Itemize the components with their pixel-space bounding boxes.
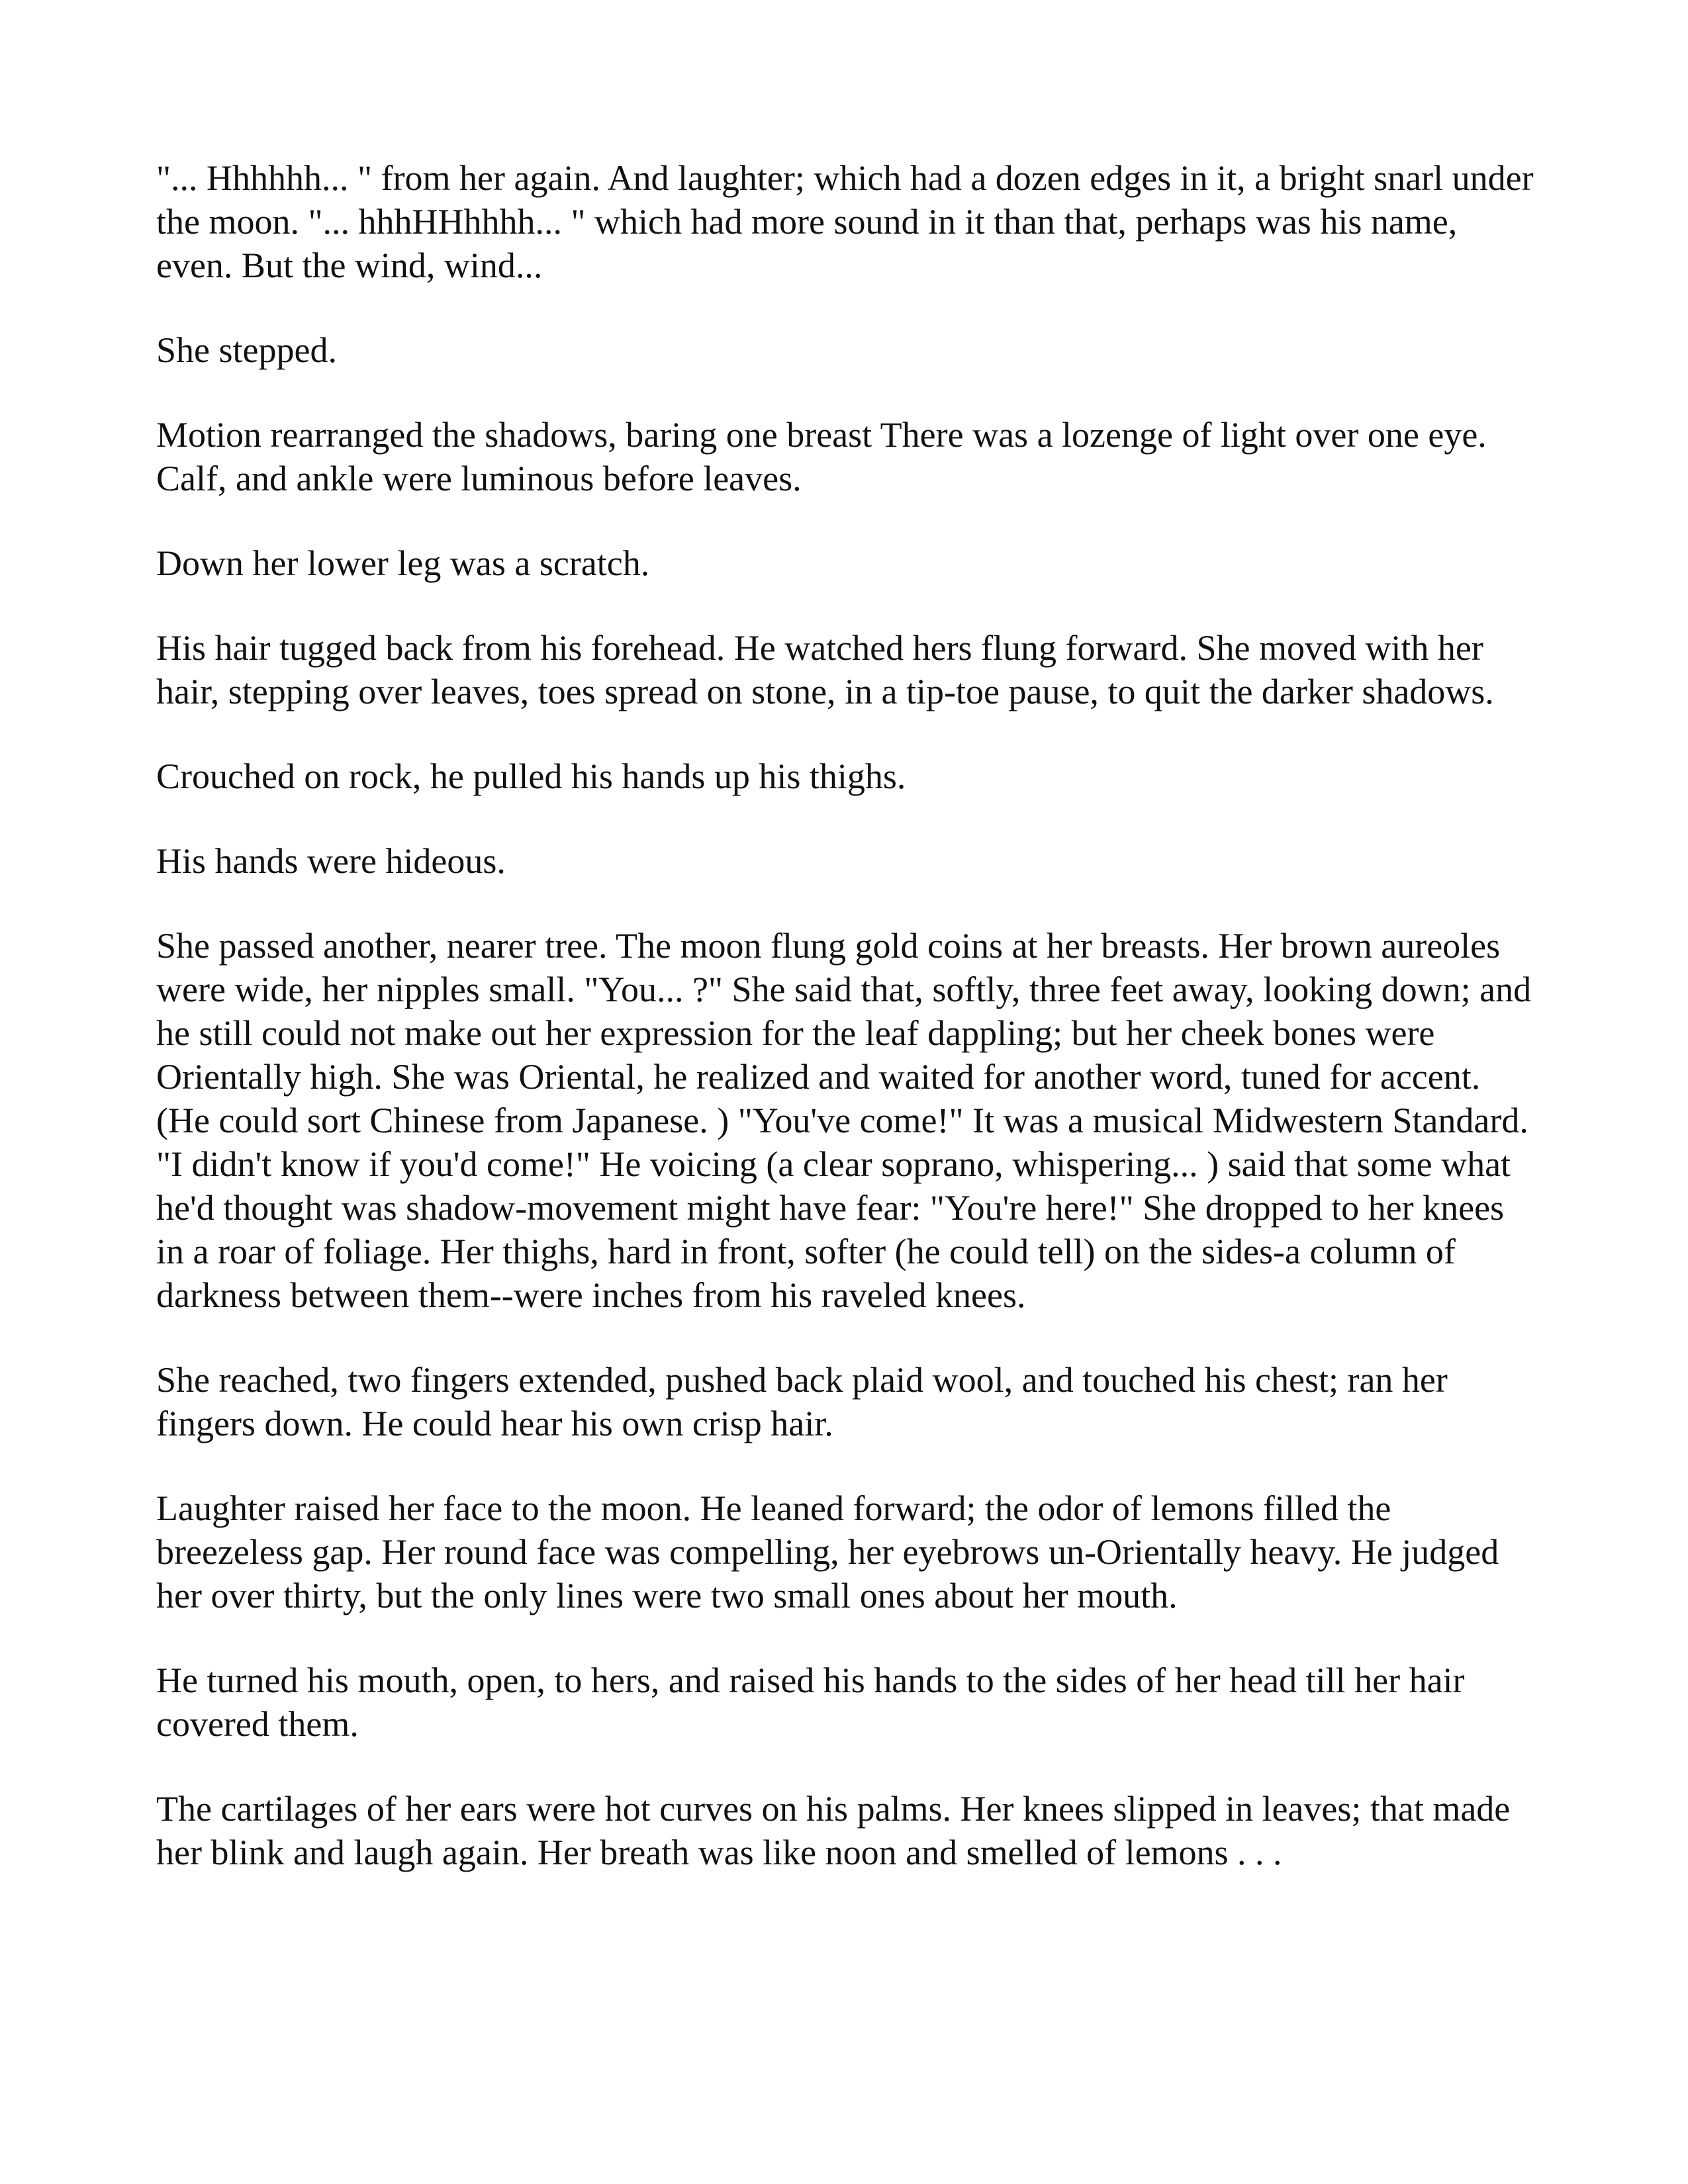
paragraph-2: She stepped. <box>156 330 337 370</box>
paragraph-11: He turned his mouth, open, to hers, and raised his hands to the sides of her head till her hair covered them. <box>156 1661 1465 1744</box>
paragraph-5: His hair tugged back from his forehead. He watched hers flung forward. She moved with her hair, stepping over leaves, toes spread on stone, in a tip-toe pause, to quit the darker shadows. <box>156 628 1494 711</box>
paragraph-10: Laughter raised her face to the moon. He leaned forward; the odor of lemons filled the breezeless gap. Her round face was compelling, her eyebrows un-Orientally heavy. He judged her over thirty, but the only lines were two small ones about her mouth. <box>156 1488 1499 1615</box>
paragraph-8: She passed another, nearer tree. The moon flung gold coins at her breasts. Her brown aureoles were wide, her nipples small. "You... ?" She said that, softly, three feet away, looking down; and he still could not make out her expression for the leaf dappling; but her cheek bones were Orientally high. She was Oriental, he realized and waited for another word, tuned for accent. (He could sort Chinese from Japanese. ) "You've come!" It was a musical Midwestern Standard. "I didn't know if you'd come!" He voicing (a clear soprano, whispering... ) said that some what he'd thought was shadow-movement might have fear: "You're here!" She dropped to her knees in a roar of foliage. Her thighs, hard in front, softer (he could tell) on the sides-a column of darkness between them--were inches from his raveled knees. <box>156 926 1532 1315</box>
paragraph-4: Down her lower leg was a scratch. <box>156 543 650 583</box>
paragraph-9: She reached, two fingers extended, pushed back plaid wool, and touched his chest; ran her fingers down. He could hear his own crisp hair. <box>156 1360 1448 1443</box>
paragraph-1: "... Hhhhhh... " from her again. And laughter; which had a dozen edges in it, a bright snarl under the moon. "... hhhHHhhhh... " which had more sound in it than that, perhaps was his name, even. But the wind, wind... <box>156 158 1534 285</box>
paragraph-3: Motion rearranged the shadows, baring one breast There was a lozenge of light over one eye. Calf, and ankle were luminous before leaves. <box>156 415 1487 498</box>
document-body <box>156 156 1540 1915</box>
paragraph-12: The cartilages of her ears were hot curves on his palms. Her knees slipped in leaves; that made her blink and laugh again. Her breath was like noon and smelled of lemons . . . <box>156 1789 1511 1872</box>
paragraph-6: Crouched on rock, he pulled his hands up his thighs. <box>156 756 906 796</box>
paragraph-7: His hands were hideous. <box>156 841 506 881</box>
